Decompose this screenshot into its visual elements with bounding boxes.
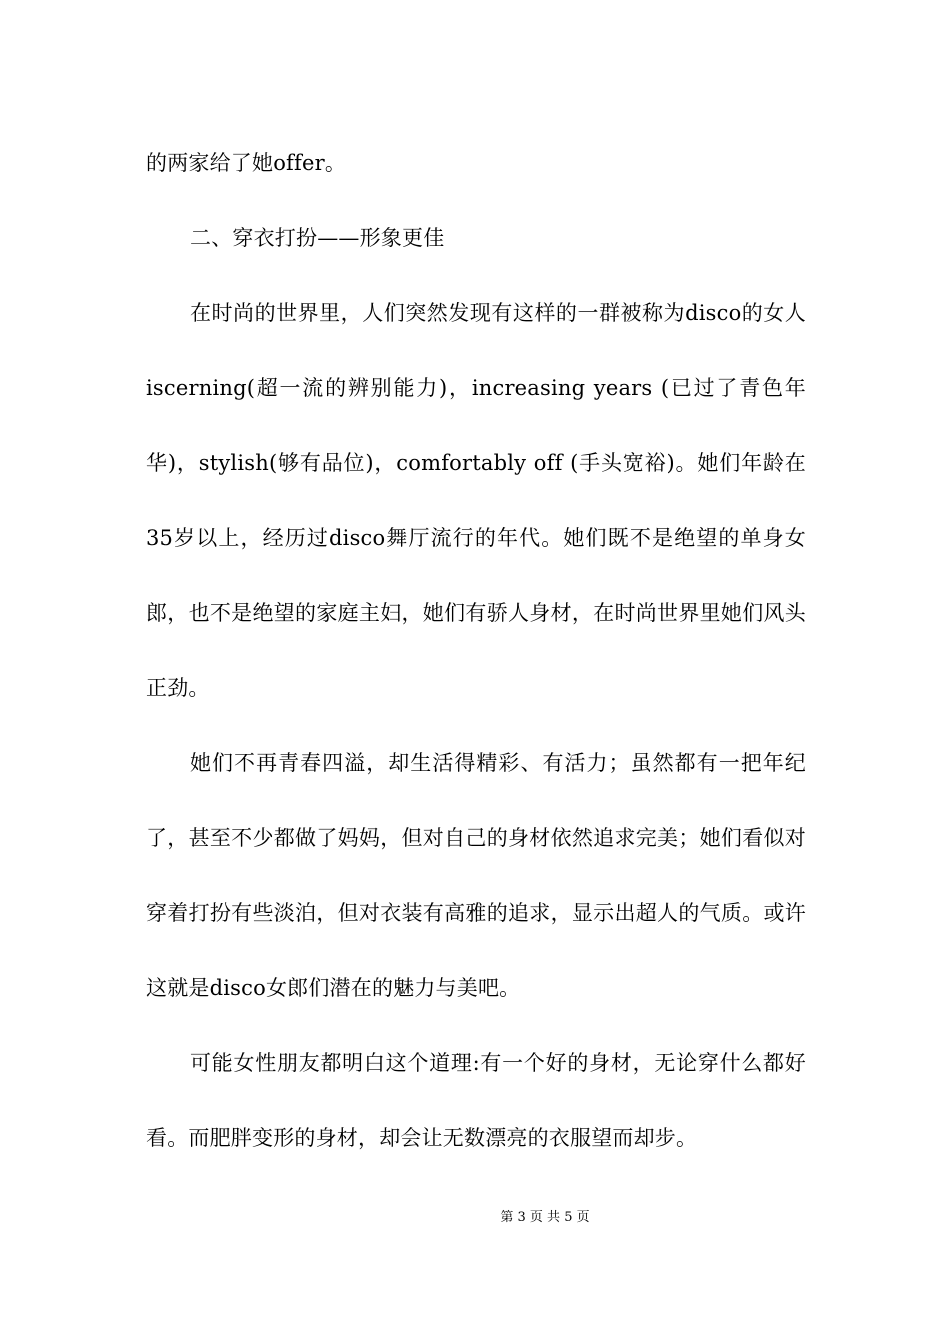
paragraph: 可能女性朋友都明白这个道理:有一个好的身材，无论穿什么都好看。而肥胖变形的身材，却会让无数漂亮的衣服望而却步。 (146, 1051, 806, 1150)
paragraph: 她们不再青春四溢，却生活得精彩、有活力；虽然都有一把年纪了，甚至不少都做了妈妈，但对自己的身材依然追求完美；她们看似对穿着打扮有些淡泊，但对衣装有高雅的追求，显示出超人的气质。或许这就是disco女郎们潜在的魅力与美吧。 (146, 751, 806, 1000)
paragraph-continuation: 的两家给了她offer。 (146, 151, 347, 175)
paragraph: 在时尚的世界里，人们突然发现有这样的一群被称为disco的女人iscerning(超一流的辨别能力)，increasing years (已过了青色年华)，stylish(够有品位)，comfortably off (手头宽裕)。她们年龄在35岁以上，经历过disco舞厅流行的年代。她们既不是绝望的单身女郎，也不是绝望的家庭主妇，她们有骄人身材，在时尚世界里她们风头正劲。 (146, 301, 806, 700)
page-number-footer: 第 3 页 共 5 页 (500, 1210, 590, 1225)
section-heading: 二、穿衣打扮——形象更佳 (190, 226, 445, 250)
body-text (146, 126, 806, 1176)
